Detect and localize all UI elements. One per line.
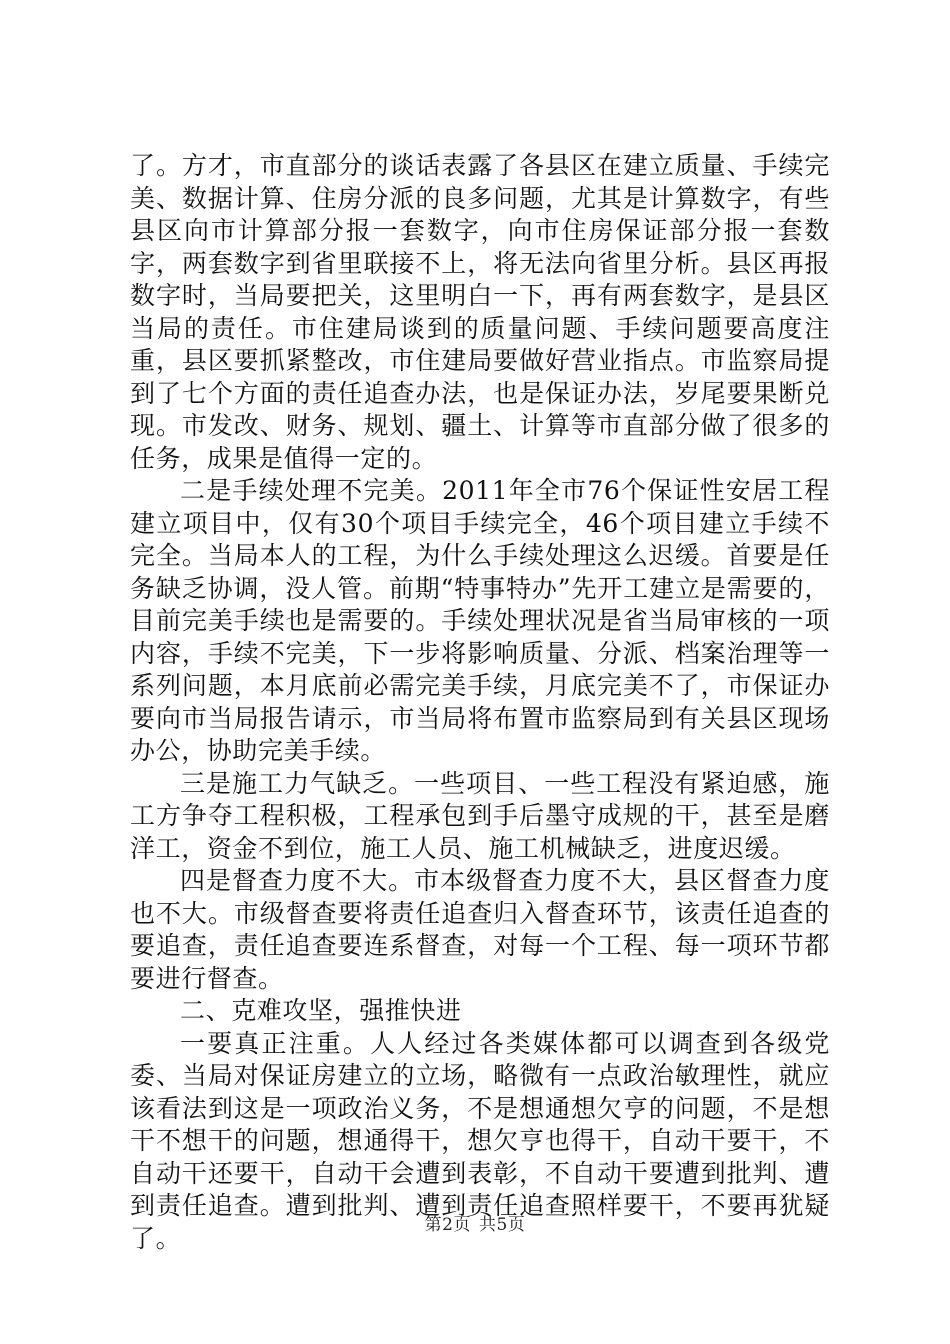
- page-total: 共5页: [479, 1215, 526, 1235]
- paragraph-4: 四是督查力度不大。市本级督查力度不大，县区督查力度也不大。市级督查要将责任追查归入督查环节，该责任追查的要追查，责任追查要连系督查，对每一个工程、每一项环节都要进行督查。: [130, 866, 830, 993]
- paragraph-2: 二是手续处理不完美。2011年全市76个保证性安居工程建立项目中，仅有30个项目手续完全，46个项目建立手续不完全。当局本人的工程，为什么手续处理这么迟缓。首要是任务缺乏协调，没人管。前期“特事特办”先开工建立是需要的，目前完美手续也是需要的。手续处理状况是省当局审核的一项内容，手续不完美，下一步将影响质量、分派、档案治理等一系列问题，本月底前必需完美手续，月底完美不了，市保证办要向市当局报告请示，市当局将布置市监察局到有关县区现场办公，协助完美手续。: [130, 476, 830, 765]
- paragraph-3: 三是施工力气缺乏。一些项目、一些工程没有紧迫感，施工方争夺工程积极，工程承包到手后墨守成规的干，甚至是磨洋工，资金不到位，施工人员、施工机械缺乏，进度迟缓。: [130, 768, 830, 863]
- section-heading: 二、克难攻坚，强推快进: [180, 996, 462, 1025]
- page-number: 第2页: [424, 1215, 471, 1235]
- document-body: [130, 150, 830, 1255]
- paragraph-1: 了。方才，市直部分的谈话表露了各县区在建立质量、手续完美、数据计算、住房分派的良多问题，尤其是计算数字，有些县区向市计算部分报一套数字，向市住房保证部分报一套数字，两套数字到省里联接不上，将无法向省里分析。县区再报数字时，当局要把关，这里明白一下，再有两套数字，是县区当局的责任。市住建局谈到的质量问题、手续问题要高度注重，县区要抓紧整改，市住建局要做好营业指点。市监察局提到了七个方面的责任追查办法，也是保证办法，岁尾要果断兑现。市发改、财务、规划、疆土、计算等市直部分做了很多的任务，成果是值得一定的。: [130, 151, 830, 473]
- paragraph-5: 一要真正注重。人人经过各类媒体都可以调查到各级党委、当局对保证房建立的立场，略微有一点政治敏理性，就应该看法到这是一项政治义务，不是想通想欠亨的问题，不是想干不想干的问题，想通得干，想欠亨也得干，自动干要干，不自动干还要干，自动干会遭到表彰，不自动干要遭到批判、遭到责任追查。遭到批判、遭到责任追查照样要干，不要再犹疑了。: [130, 1028, 830, 1253]
- page-footer: [0, 1215, 950, 1235]
